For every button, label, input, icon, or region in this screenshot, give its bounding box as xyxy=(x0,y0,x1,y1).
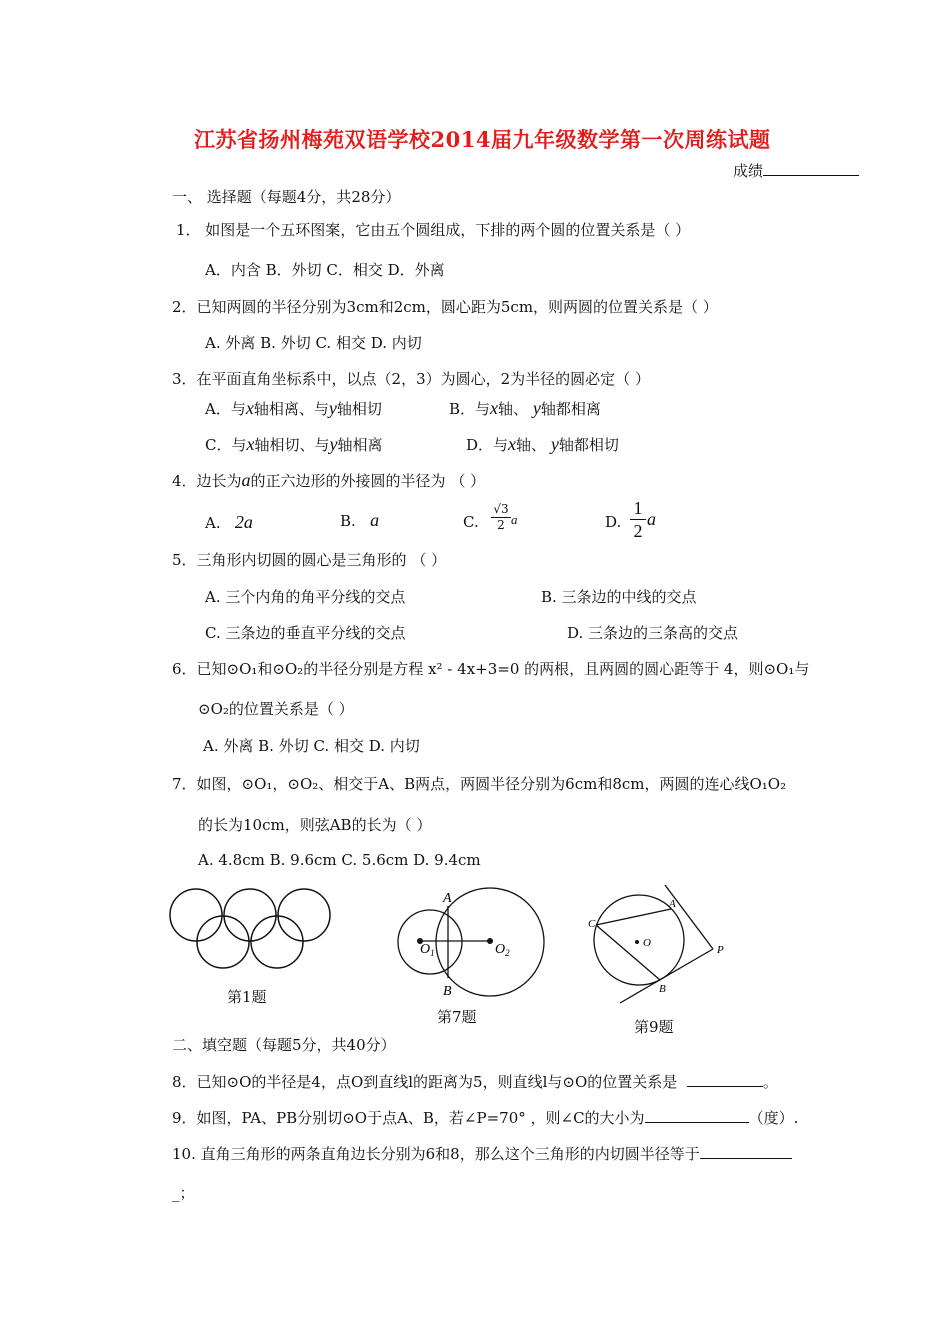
label-b: B xyxy=(659,983,666,995)
q6-stem: 6．已知⊙O₁和⊙O₂的半径分别是方程 x² - 4x+3=0 的两根，且两圆的圆心距等于 4，则⊙O₁与 xyxy=(172,660,810,678)
q8-blank[interactable] xyxy=(687,1072,763,1087)
ring-bottom-left xyxy=(197,916,249,968)
q5-stem: 5．三角形内切圆的圆心是三角形的 （ ） xyxy=(172,551,447,569)
score-field[interactable] xyxy=(733,160,859,181)
ring-bottom-right xyxy=(251,916,303,968)
q4-option-b: B. a xyxy=(340,510,380,530)
point-o2 xyxy=(487,938,493,944)
q1-options: A．内含 B．外切 C．相交 D．外离 xyxy=(205,261,445,279)
label-c: C xyxy=(588,918,596,930)
ring-top-left xyxy=(170,889,222,941)
tangent-pa xyxy=(665,885,713,949)
q4-option-a: A. 2a xyxy=(205,512,253,532)
chord-cb xyxy=(596,925,660,980)
page-title: 江苏省扬州梅苑双语学校2014届九年级数学第一次周练试题 xyxy=(194,127,771,152)
q4-option-d-fraction: 1 2 xyxy=(630,498,646,542)
q5-option-c: C. 三条边的垂直平分线的交点 xyxy=(205,624,406,642)
fig1-five-rings xyxy=(165,882,340,972)
section1-heading: 一、 选择题（每题4分，共28分） xyxy=(172,188,401,206)
q10-blank[interactable] xyxy=(700,1144,792,1159)
q2-stem: 2．已知两圆的半径分别为3cm和2cm，圆心距为5cm，则两圆的位置关系是（ ） xyxy=(172,298,718,316)
fig7-caption: 第7题 xyxy=(437,1008,477,1026)
label-b: B xyxy=(443,984,452,999)
chord-ca xyxy=(596,909,671,925)
label-o2-sub: 2 xyxy=(505,948,510,958)
q3-option-c: C．与x轴相切、与y轴相离 xyxy=(205,434,383,454)
q4-option-d-label: D. xyxy=(605,513,622,531)
q4-option-d-var: a xyxy=(647,509,656,529)
q5-option-d: D. 三条边的三条高的交点 xyxy=(567,624,739,642)
q10: 10. 直角三角形的两条直角边长分别为6和8，那么这个三角形的内切圆半径等于 xyxy=(172,1143,792,1164)
fig7-intersecting-circles xyxy=(392,882,552,1000)
q3-option-a: A．与x轴相离、与y轴相切 xyxy=(205,398,382,418)
q7-options: A. 4.8cm B. 9.6cm C. 5.6cm D. 9.4cm xyxy=(198,851,481,869)
q3-option-d: D．与x轴、 y轴都相切 xyxy=(466,434,619,454)
q4-stem: 4．边长为a的正六边形的外接圆的半径为 （ ） xyxy=(172,470,486,490)
q6-stem-cont: ⊙O₂的位置关系是（ ） xyxy=(198,700,354,718)
svg-text:O2 xyxy=(495,942,510,958)
q3-stem: 3．在平面直角坐标系中，以点（2，3）为圆心，2为半径的圆必定（ ） xyxy=(172,370,650,388)
svg-text:O1 xyxy=(420,942,435,958)
point-o xyxy=(635,940,639,944)
q4-option-c-var: a xyxy=(511,512,518,527)
fig9-tangent-circle xyxy=(585,880,735,1010)
label-a: A xyxy=(669,898,676,910)
q9-blank[interactable] xyxy=(645,1108,749,1123)
label-o1-sub: 1 xyxy=(430,948,435,958)
q9: 9．如图，PA、PB分别切⊙O于点A、B，若∠P=70° ，则∠C的大小为 （度）. xyxy=(172,1109,799,1127)
q2-options: A. 外离 B. 外切 C. 相交 D. 内切 xyxy=(205,334,422,352)
q1-stem: 1． 如图是一个五环图案，它由五个圆组成，下排的两个圆的位置关系是（ ） xyxy=(176,221,691,239)
q10-end: _； xyxy=(172,1184,195,1202)
score-label: 成绩 xyxy=(733,162,764,180)
label-p: P xyxy=(717,944,724,956)
q7-stem: 7．如图，⊙O₁，⊙O₂、相交于A、B两点，两圆半径分别为6cm和8cm，两圆的连心线O₁O₂ xyxy=(172,775,787,793)
ring-top-middle xyxy=(224,889,276,941)
fig9-caption: 第9题 xyxy=(634,1018,674,1036)
label-o: O xyxy=(643,937,651,949)
q7-stem-cont: 的长为10cm，则弦AB的长为（ ） xyxy=(198,816,432,834)
q5-option-b: B. 三条边的中线的交点 xyxy=(541,588,697,606)
score-blank[interactable] xyxy=(763,161,859,176)
q6-options: A. 外离 B. 外切 C. 相交 D. 内切 xyxy=(203,737,420,755)
q4-option-c-fraction: √3 2 xyxy=(491,502,511,533)
section2-heading: 二、填空题（每题5分，共40分） xyxy=(172,1036,396,1054)
q4-option-c-label: C. xyxy=(463,513,479,531)
q5-option-a: A. 三个内角的角平分线的交点 xyxy=(205,588,406,606)
q3-option-b: B．与x轴、 y轴都相离 xyxy=(449,398,601,418)
label-a: A xyxy=(443,891,452,906)
ring-top-right xyxy=(278,889,330,941)
label-o2: O xyxy=(495,942,506,957)
fig1-caption: 第1题 xyxy=(227,988,267,1006)
q8: 8．已知⊙O的半径是4，点O到直线l的距离为5，则直线l与⊙O的位置关系是 。 xyxy=(172,1073,778,1091)
label-o1: O xyxy=(420,942,431,957)
